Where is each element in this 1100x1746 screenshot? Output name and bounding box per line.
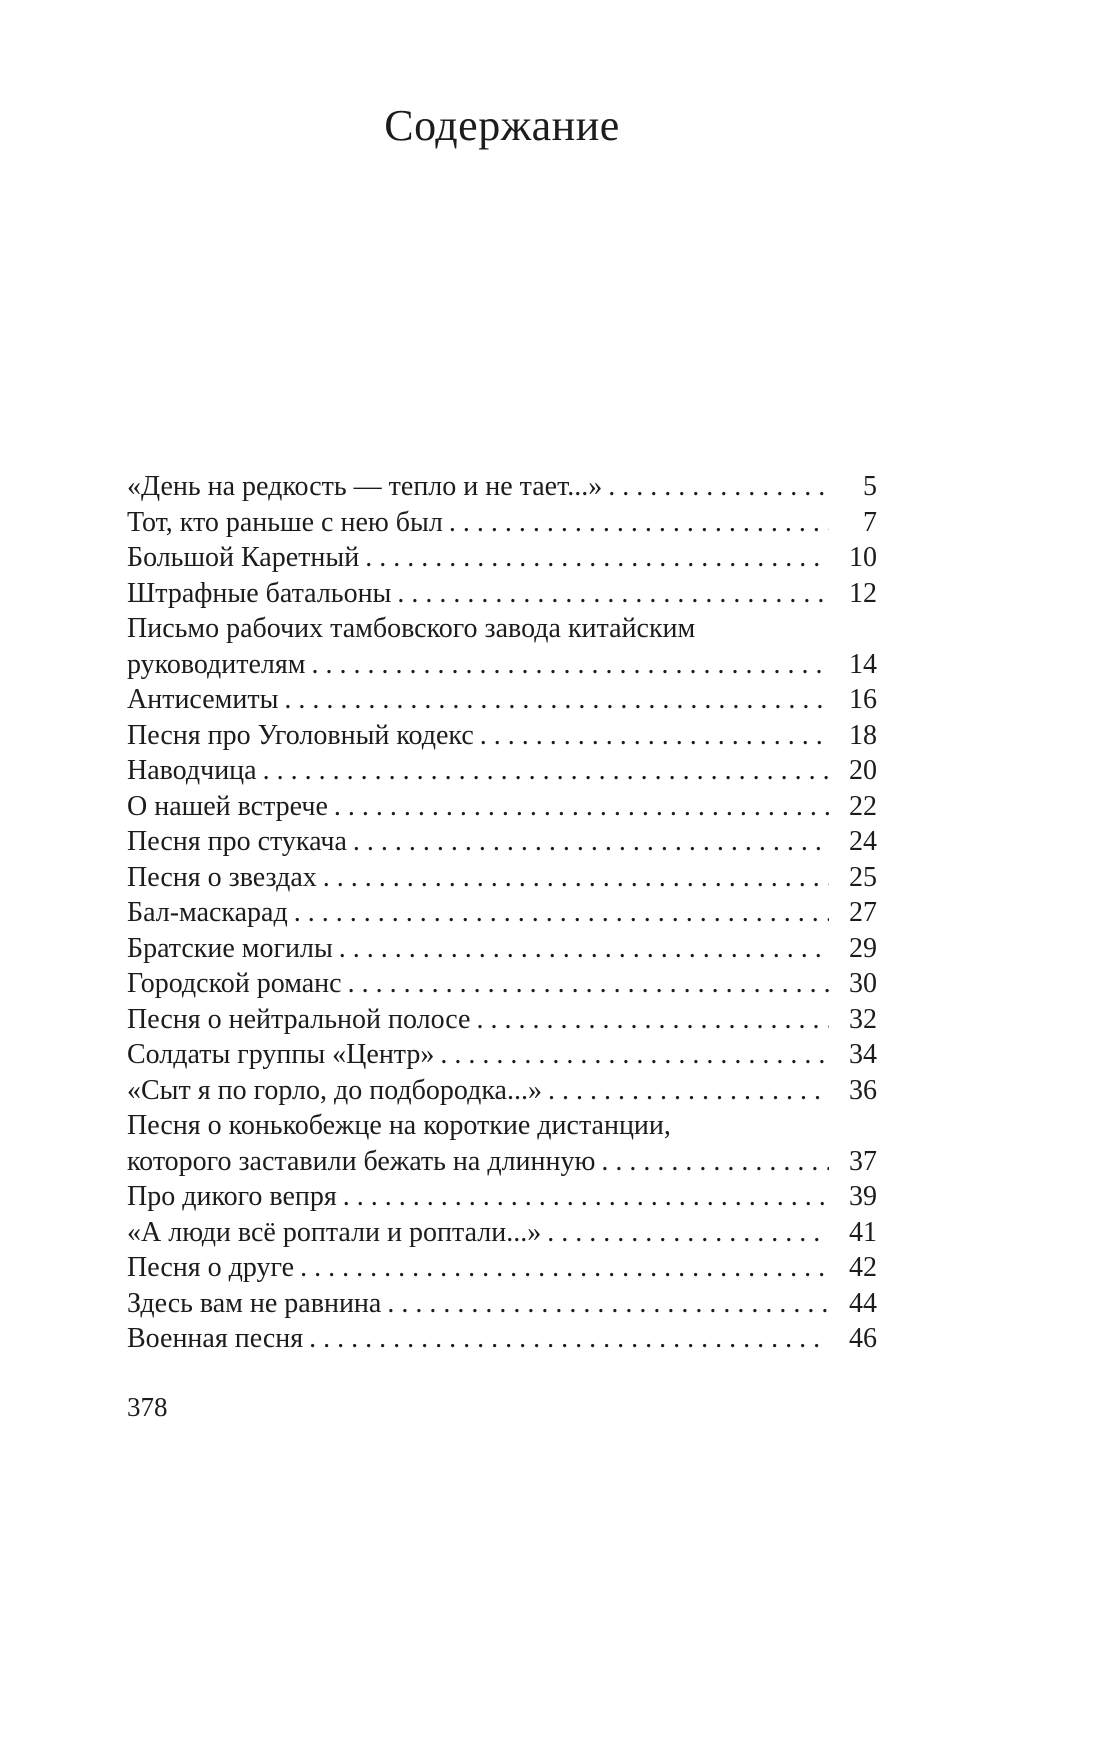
toc-entry-line [127,931,877,967]
toc-dot-leader [339,931,829,967]
toc-dot-leader [309,1321,829,1357]
toc-entry-line [127,1250,877,1286]
toc-entry-title: Песня о конькобежце на короткие дистанции, [127,1110,671,1141]
toc-entry-title: Песня про Уголовный кодекс [127,719,474,751]
toc-entry-title: Городской романс [127,968,342,999]
toc-page-number: 14 [849,648,877,680]
toc-entry-title: руководителям [127,648,306,680]
toc-entry-title: Бал-маскарад [127,897,288,928]
toc-page-number: 5 [863,471,877,502]
toc-dot-leader [343,1179,829,1215]
toc-dot-leader [365,540,829,576]
toc-entry-line [127,1321,877,1357]
toc-entry-title: «Сыт я по горло, до подбородка...» [127,1074,542,1106]
toc-entry-title: Братские могилы [127,932,333,964]
toc-entry-line [127,860,877,896]
toc-entry-title: Военная песня [127,1323,304,1354]
toc-page-number: 37 [849,1145,877,1177]
toc-entry-title: «А люди всё роптали и роптали...» [127,1216,542,1248]
toc-entry-title: Штрафные батальоны [127,577,392,609]
toc-entry-title: которого заставили бежать на длинную [127,1145,596,1177]
toc-page-number: 27 [849,897,877,928]
toc-entry-line [127,1286,877,1322]
toc-dot-leader [601,1144,829,1180]
toc-dot-leader [547,1215,829,1251]
toc-entry-title: Песня про стукача [127,826,347,857]
page-content [127,0,877,1357]
toc-entry-line [127,1108,877,1144]
toc-dot-leader [353,824,829,860]
toc-entry-title: О нашей встрече [127,790,328,822]
toc-entry-title: Солдаты группы «Центр» [127,1039,435,1070]
toc-entry-line [127,1144,877,1180]
toc-entry-line [127,1073,877,1109]
toc-dot-leader [312,647,830,683]
toc-dot-leader [476,1002,829,1038]
toc-dot-leader [294,895,829,931]
toc-list [127,469,877,1357]
toc-entry-title: Тот, кто раньше с нею был [127,506,443,538]
toc-entry-line [127,1179,877,1215]
toc-entry-line [127,505,877,541]
toc-entry-line [127,1215,877,1251]
toc-page-number: 42 [849,1252,877,1283]
toc-dot-leader [334,789,829,825]
toc-dot-leader [480,718,829,754]
toc-page-number: 39 [849,1181,877,1212]
toc-entry-title: «День на редкость — тепло и не тает...» [127,471,603,502]
toc-entry-title: Большой Каретный [127,542,360,573]
toc-dot-leader [348,966,829,1002]
toc-page-number: 30 [849,968,877,999]
toc-dot-leader [440,1037,829,1073]
toc-entry-line [127,966,877,1002]
toc-entry-title: Антисемиты [127,684,279,715]
toc-dot-leader [449,505,829,541]
toc-entry-title: Письмо рабочих тамбовского завода китайским [127,613,696,644]
toc-page-number: 20 [849,755,877,786]
toc-entry-line [127,611,877,647]
toc-dot-leader [548,1073,829,1109]
toc-page-number: 12 [849,577,877,609]
toc-entry-title: Песня о нейтральной полосе [127,1003,471,1035]
toc-entry-line [127,540,877,576]
toc-dot-leader [387,1286,829,1322]
toc-entry-title: Про дикого вепря [127,1181,337,1212]
toc-entry-line [127,1002,877,1038]
toc-page-number: 10 [849,542,877,573]
toc-entry-line [127,895,877,931]
toc-entry-title: Здесь вам не равнина [127,1287,382,1319]
toc-entry-line [127,682,877,718]
toc-page-number: 24 [849,826,877,857]
toc-page-number: 29 [849,932,877,964]
toc-page-number: 41 [849,1216,877,1248]
toc-dot-leader [323,860,829,896]
toc-dot-leader [397,576,829,612]
toc-entry-line [127,753,877,789]
toc-page-number: 46 [849,1323,877,1354]
toc-dot-leader [300,1250,829,1286]
toc-page-number: 36 [849,1074,877,1106]
toc-page-number: 22 [849,790,877,822]
toc-page-number: 32 [849,1003,877,1035]
toc-page-number: 44 [849,1287,877,1319]
toc-dot-leader [263,753,829,789]
toc-entry-line [127,647,877,683]
toc-entry-title: Песня о звездах [127,861,317,893]
footer-page-number: 378 [127,1392,168,1422]
toc-entry-line [127,576,877,612]
toc-dot-leader [284,682,829,718]
toc-title: Содержание [384,101,620,150]
toc-entry-title: Песня о друге [127,1252,295,1283]
toc-page-number: 25 [849,861,877,893]
toc-entry-line [127,824,877,860]
toc-dot-leader [608,469,829,505]
toc-page-number: 18 [849,719,877,751]
toc-page-number: 34 [849,1039,877,1070]
toc-entry-title: Наводчица [127,755,257,786]
toc-entry-line [127,789,877,825]
toc-entry-line [127,469,877,505]
toc-entry-line [127,1037,877,1073]
toc-entry-line [127,718,877,754]
toc-page-number: 16 [849,684,877,715]
toc-page-number: 7 [863,506,877,538]
